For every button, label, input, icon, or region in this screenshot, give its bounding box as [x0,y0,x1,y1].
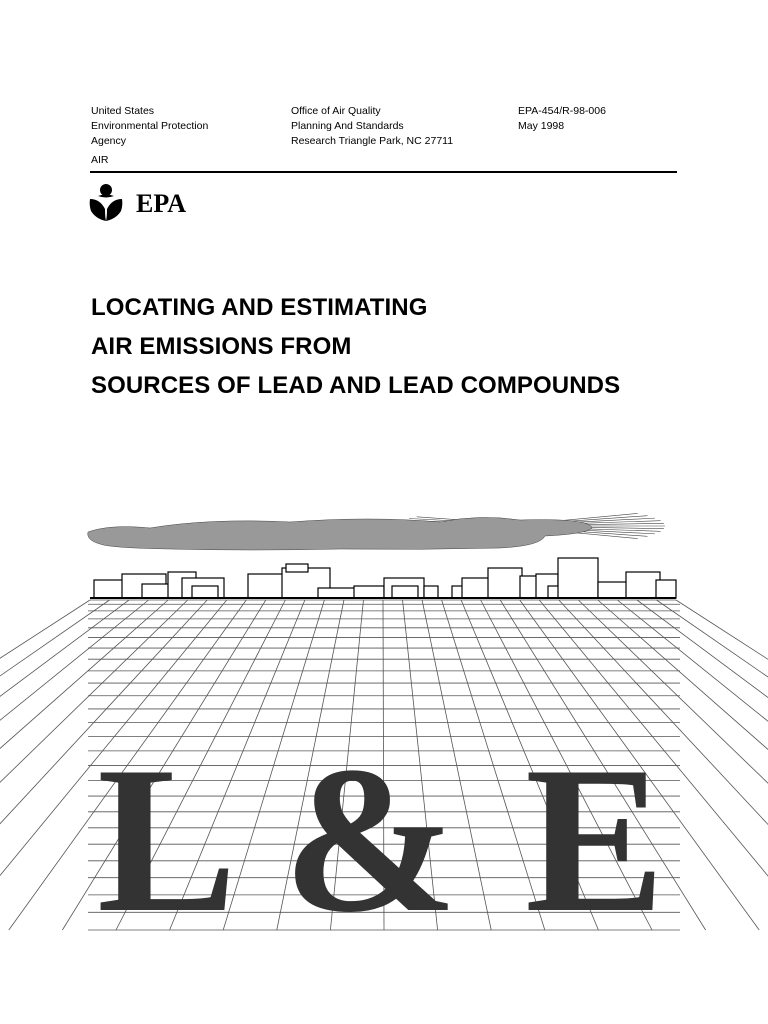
document-number: EPA-454/R-98-006 [518,105,606,117]
city-skyline [94,558,676,598]
epa-flower-logo-icon [88,183,124,223]
agency-line: Agency [91,135,127,147]
header-office [291,104,453,149]
header-divider [90,171,677,173]
cloud [88,517,592,550]
title-line: SOURCES OF LEAD AND LEAD COMPOUNDS [91,372,621,399]
office-line: Planning And Standards [291,120,404,132]
header-agency [91,104,208,149]
letter-l: L [97,724,238,956]
title-line: LOCATING AND ESTIMATING [91,294,428,321]
header-document-info [518,104,606,134]
title-line: AIR EMISSIONS FROM [91,333,352,360]
letter-e: E [525,724,666,956]
document-title [91,288,620,405]
epa-wordmark: EPA [136,189,187,218]
grid-line [573,521,660,524]
letter-ampersand: & [283,724,458,956]
agency-line: Environmental Protection [91,120,209,132]
section-label: AIR [91,154,109,166]
cover-letters [0,724,768,956]
office-line: Office of Air Quality [291,105,381,117]
agency-line: United States [91,105,155,117]
document-date: May 1998 [518,120,565,132]
office-line: Research Triangle Park, NC 27711 [291,135,454,147]
